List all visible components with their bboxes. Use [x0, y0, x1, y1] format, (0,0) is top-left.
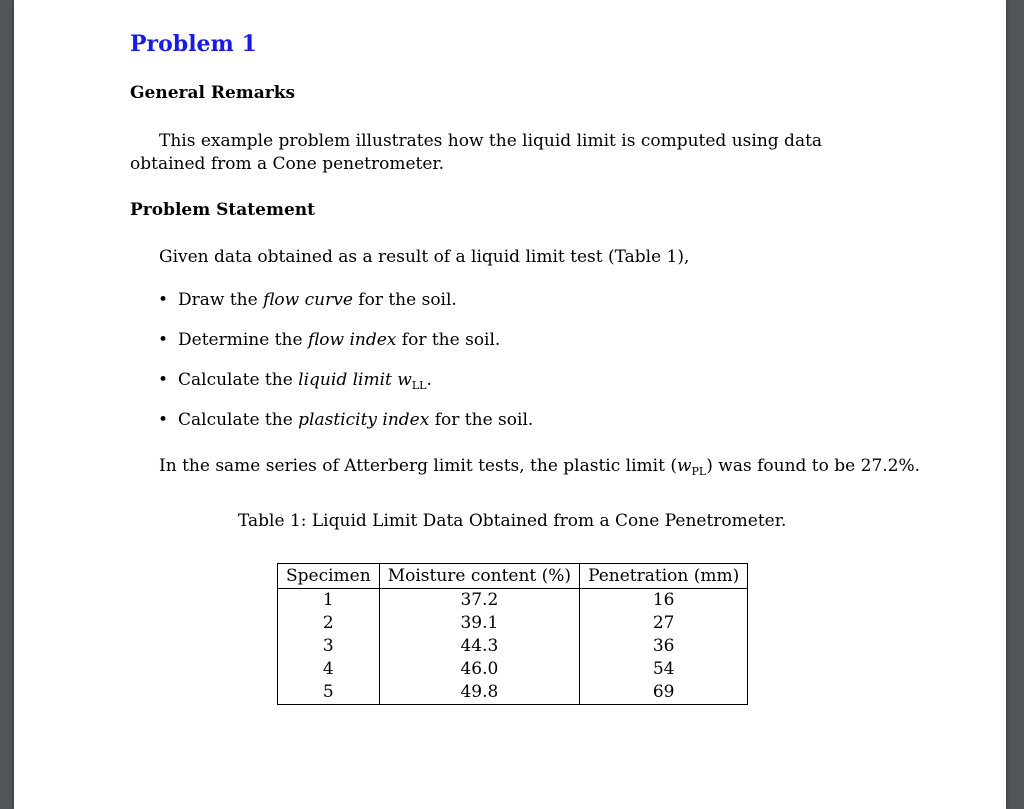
table-row: 3 44.3 36: [278, 635, 748, 658]
bullet-icon: •: [158, 330, 169, 350]
problem-statement-heading: Problem Statement: [130, 200, 315, 220]
bullet-icon: •: [158, 410, 169, 430]
liquid-limit-table: [277, 563, 748, 705]
statement-intro: Given data obtained as a result of a liquid limit test (Table 1),: [159, 247, 690, 267]
header-moisture: Moisture content (%): [379, 564, 579, 589]
problem-title: Problem 1: [130, 31, 257, 57]
header-penetration: Penetration (mm): [580, 564, 748, 589]
general-remarks-heading: General Remarks: [130, 83, 296, 103]
table-header-row: [278, 564, 748, 589]
list-item: • Calculate the plasticity index for the soil.: [158, 410, 534, 430]
bullet-icon: •: [158, 290, 169, 310]
list-item: • Determine the flow index for the soil.: [158, 330, 501, 350]
table-row: 2 39.1 27: [278, 612, 748, 635]
list-item: • Draw the flow curve for the soil.: [158, 290, 457, 310]
closing-paragraph: In the same series of Atterberg limit tests, the plastic limit $(w_{PL})$ was found to be 27.2%.: [159, 456, 921, 478]
document-page: [14, 0, 1006, 809]
header-specimen: Specimen: [278, 564, 380, 589]
table-row: 5 49.8 69: [278, 681, 748, 705]
table-row: 4 46.0 54: [278, 658, 748, 681]
list-item: • Calculate the liquid limit $w_{LL}$.: [158, 370, 432, 392]
table-caption: Table 1: Liquid Limit Data Obtained from a Cone Penetrometer.: [238, 511, 787, 531]
table-row: 1 37.2 16: [278, 589, 748, 613]
bullet-icon: •: [158, 370, 169, 390]
remarks-paragraph: This example problem illustrates how the liquid limit is computed using data obtained from a Cone penetrometer.: [130, 131, 823, 174]
task-list: [154, 289, 533, 449]
